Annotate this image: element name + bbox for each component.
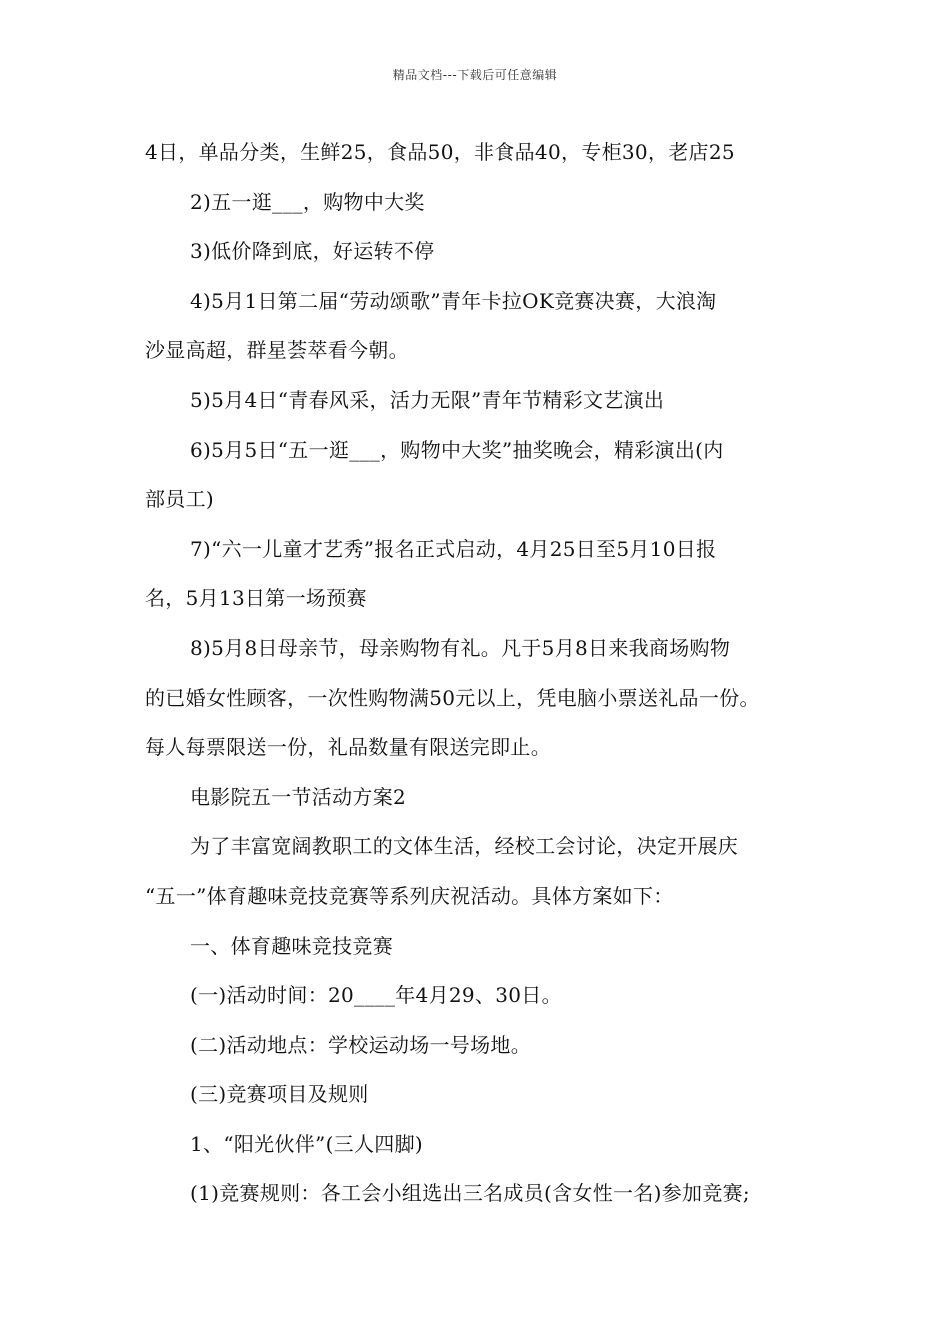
text-line: 2)五一逛___，购物中大奖 <box>190 189 425 214</box>
text-line: 4日，单品分类，生鲜25，食品50，非食品40，专柜30，老店25 <box>145 140 735 164</box>
text-line: 的已婚女性顾客，一次性购物满50元以上，凭电脑小票送礼品一份。 <box>145 685 760 710</box>
text-line: 一、体育趣味竞技竞赛 <box>190 933 393 958</box>
text-line: 8)5月8日母亲节，母亲购物有礼。凡于5月8日来我商场购物 <box>190 635 731 660</box>
text-line: 每人每票限送一份，礼品数量有限送完即止。 <box>145 735 551 760</box>
text-line: (三)竞赛项目及规则 <box>190 1082 369 1107</box>
document-body <box>145 132 825 1223</box>
text-line: 5)5月4日“青春风采，活力无限”青年节精彩文艺演出 <box>190 387 665 412</box>
text-line: 6)5月5日“五一逛___，购物中大奖”抽奖晚会，精彩演出(内 <box>190 437 724 462</box>
text-line: (一)活动时间：20____年4月29、30日。 <box>190 983 562 1008</box>
text-line: 电影院五一节活动方案2 <box>190 784 407 809</box>
text-line: 4)5月1日第二届“劳动颂歌”青年卡拉OK竞赛决赛，大浪淘 <box>190 288 717 313</box>
page-header: 精品文档---下载后可任意编辑 <box>392 68 558 82</box>
text-line: 1、“阳光伙伴”(三人四脚) <box>190 1131 423 1156</box>
text-line: 7)“六一儿童才艺秀”报名正式启动，4月25日至5月10日报 <box>190 536 717 561</box>
text-line: 沙显高超，群星荟萃看今朝。 <box>145 338 409 363</box>
text-line: (1)竞赛规则：各工会小组选出三名成员(含女性一名)参加竞赛; <box>190 1181 750 1206</box>
text-line: 部员工) <box>145 487 215 512</box>
text-line: 3)低价降到底，好运转不停 <box>190 239 435 264</box>
text-line: (二)活动地点：学校运动场一号场地。 <box>190 1032 532 1057</box>
text-line: 名，5月13日第一场预赛 <box>145 586 367 611</box>
text-line: “五一”体育趣味竞技竞赛等系列庆祝活动。具体方案如下： <box>145 883 674 908</box>
text-line: 为了丰富宽阔教职工的文体生活，经校工会讨论，决定开展庆 <box>190 834 739 859</box>
